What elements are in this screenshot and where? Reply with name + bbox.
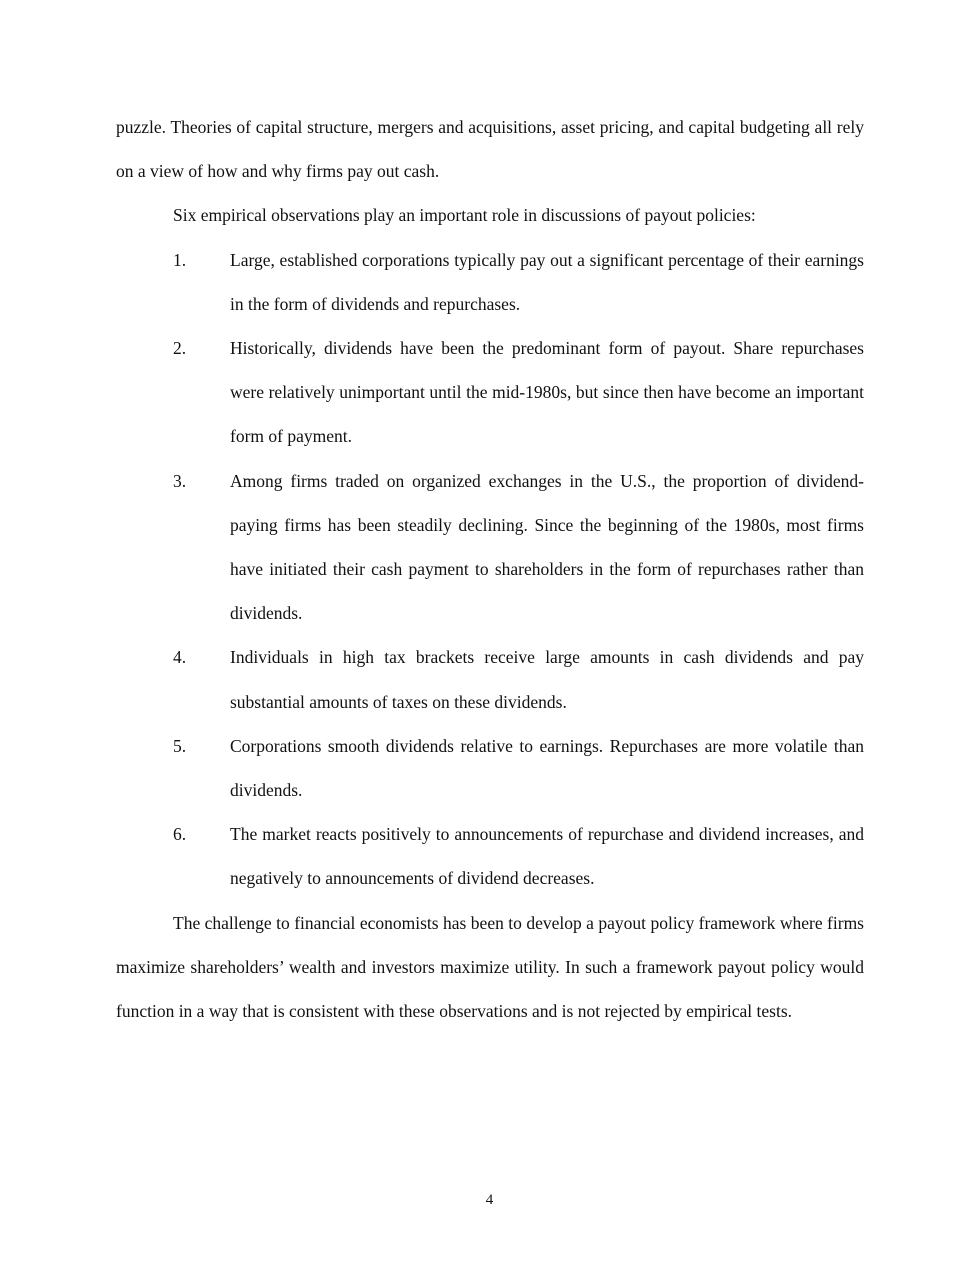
list-item-text: The market reacts positively to announcements of repurchase and dividend increases, and negatively to announcements of dividend decreases. (230, 824, 864, 889)
list-item-number: 4. (173, 647, 187, 668)
list-item-number: 2. (173, 338, 187, 359)
list-item-text: Among firms traded on organized exchanges in the U.S., the proportion of dividend-paying firms has been steadily declining. Since the beginning of the 1980s, most firms have initiated their cash payment to shareholders in the form of repurchases rather than dividends. (230, 470, 864, 624)
observations-list (116, 238, 864, 901)
list-item (116, 459, 864, 636)
list-item (116, 812, 864, 900)
list-item-text: Large, established corporations typically pay out a significant percentage of their earnings in the form of dividends and repurchases. (230, 249, 864, 314)
list-item-text: Historically, dividends have been the predominant form of payout. Share repurchases were relatively unimportant until the mid-1980s, but since then have become an important form of payment. (230, 338, 864, 447)
list-item-number: 5. (173, 735, 187, 756)
paragraph-intro-observations: Six empirical observations play an important role in discussions of payout policies: (173, 205, 756, 226)
list-item-number: 6. (173, 824, 187, 845)
list-item-text: Individuals in high tax brackets receive large amounts in cash dividends and pay substantial amounts of taxes on these dividends. (230, 647, 864, 712)
list-item-number: 3. (173, 470, 187, 491)
paragraph-continuation: puzzle. Theories of capital structure, mergers and acquisitions, asset pricing, and capital budgeting all rely on a view of how and why firms pay out cash. (116, 117, 864, 182)
list-item (116, 635, 864, 723)
list-item (116, 724, 864, 812)
list-item (116, 238, 864, 326)
list-item-text: Corporations smooth dividends relative to earnings. Repurchases are more volatile than dividends. (230, 735, 864, 801)
body-text (116, 105, 864, 1033)
paragraph-challenge: The challenge to financial economists has been to develop a payout policy framework where firms maximize shareholders’ wealth and investors maximize utility. In such a framework payout policy would function in a way that is consistent with these observations and is not rejected by empirical tests. (116, 912, 864, 1022)
list-item (116, 326, 864, 459)
list-item-number: 1. (173, 249, 187, 270)
page-number: 4 (485, 1192, 494, 1208)
